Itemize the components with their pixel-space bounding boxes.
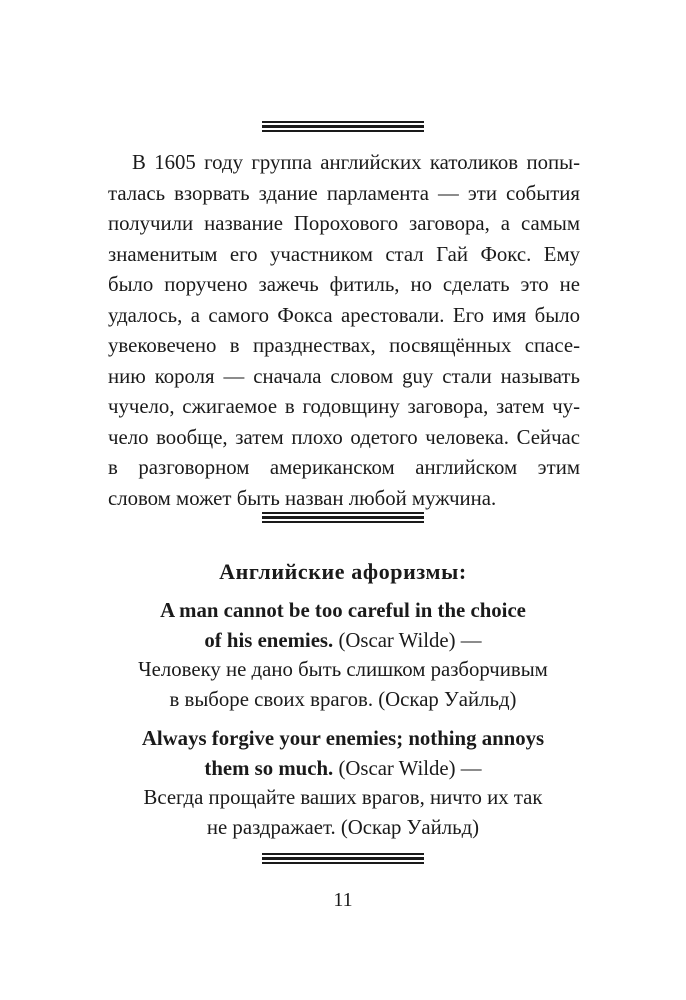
aphorism-english: of his enemies.: [204, 628, 334, 652]
page-number: 11: [333, 889, 353, 911]
aphorism-author: (Oscar Wilde) —: [338, 628, 482, 652]
aphorism-2: [0, 724, 686, 842]
ornament-divider-middle: [262, 512, 424, 524]
aphorism-english: A man cannot be too careful in the choice: [160, 599, 526, 622]
paragraph-line: В 1605 году группа английских католиков попы-: [132, 151, 580, 174]
ornament-divider-bottom: [262, 853, 424, 865]
paragraph-line: чучело, сжигаемое в годовщину заговора, затем чу-: [108, 395, 580, 418]
aphorism-translation: не раздражает. (Оскар Уайльд): [206, 815, 480, 839]
paragraph-line: получили название Порохового заговора, а самым: [108, 212, 580, 235]
aphorism-english: them so much.: [204, 756, 334, 780]
paragraph-line: удалось, а самого Фокса арестовали. Его имя было: [108, 303, 580, 327]
paragraph-line: словом может быть назван любой мужчина.: [108, 486, 497, 510]
main-paragraph: [108, 148, 580, 514]
paragraph-line: было поручено зажечь фитиль, но сделать это не: [108, 273, 580, 296]
paragraph-line: нию короля — сначала словом guy стали называть: [108, 364, 580, 388]
aphorism-english: Always forgive your enemies; nothing annoys: [141, 727, 545, 750]
aphorism-translation: Человеку не дано быть слишком разборчивым: [138, 658, 548, 681]
section-heading: Английские афоризмы:: [219, 559, 467, 584]
paragraph-line: талась взорвать здание парламента — эти события: [108, 181, 580, 205]
paragraph-line: в разговорном американском английском этим: [108, 456, 580, 479]
aphorism-author: (Oscar Wilde) —: [338, 756, 482, 780]
paragraph-line: знаменитым его участником стал Гай Фокс. Ему: [108, 242, 580, 266]
ornament-divider-top: [262, 121, 424, 133]
paragraph-line: чело вообще, затем плохо одетого человека. Сейчас: [108, 425, 580, 449]
aphorism-translation: в выборе своих врагов. (Оскар Уайльд): [169, 687, 517, 711]
aphorism-translation: Всегда прощайте ваших врагов, ничто их так: [143, 786, 543, 809]
paragraph-line: увековечено в празднествах, посвящённых спасе-: [108, 334, 580, 357]
aphorism-1: [0, 596, 686, 714]
